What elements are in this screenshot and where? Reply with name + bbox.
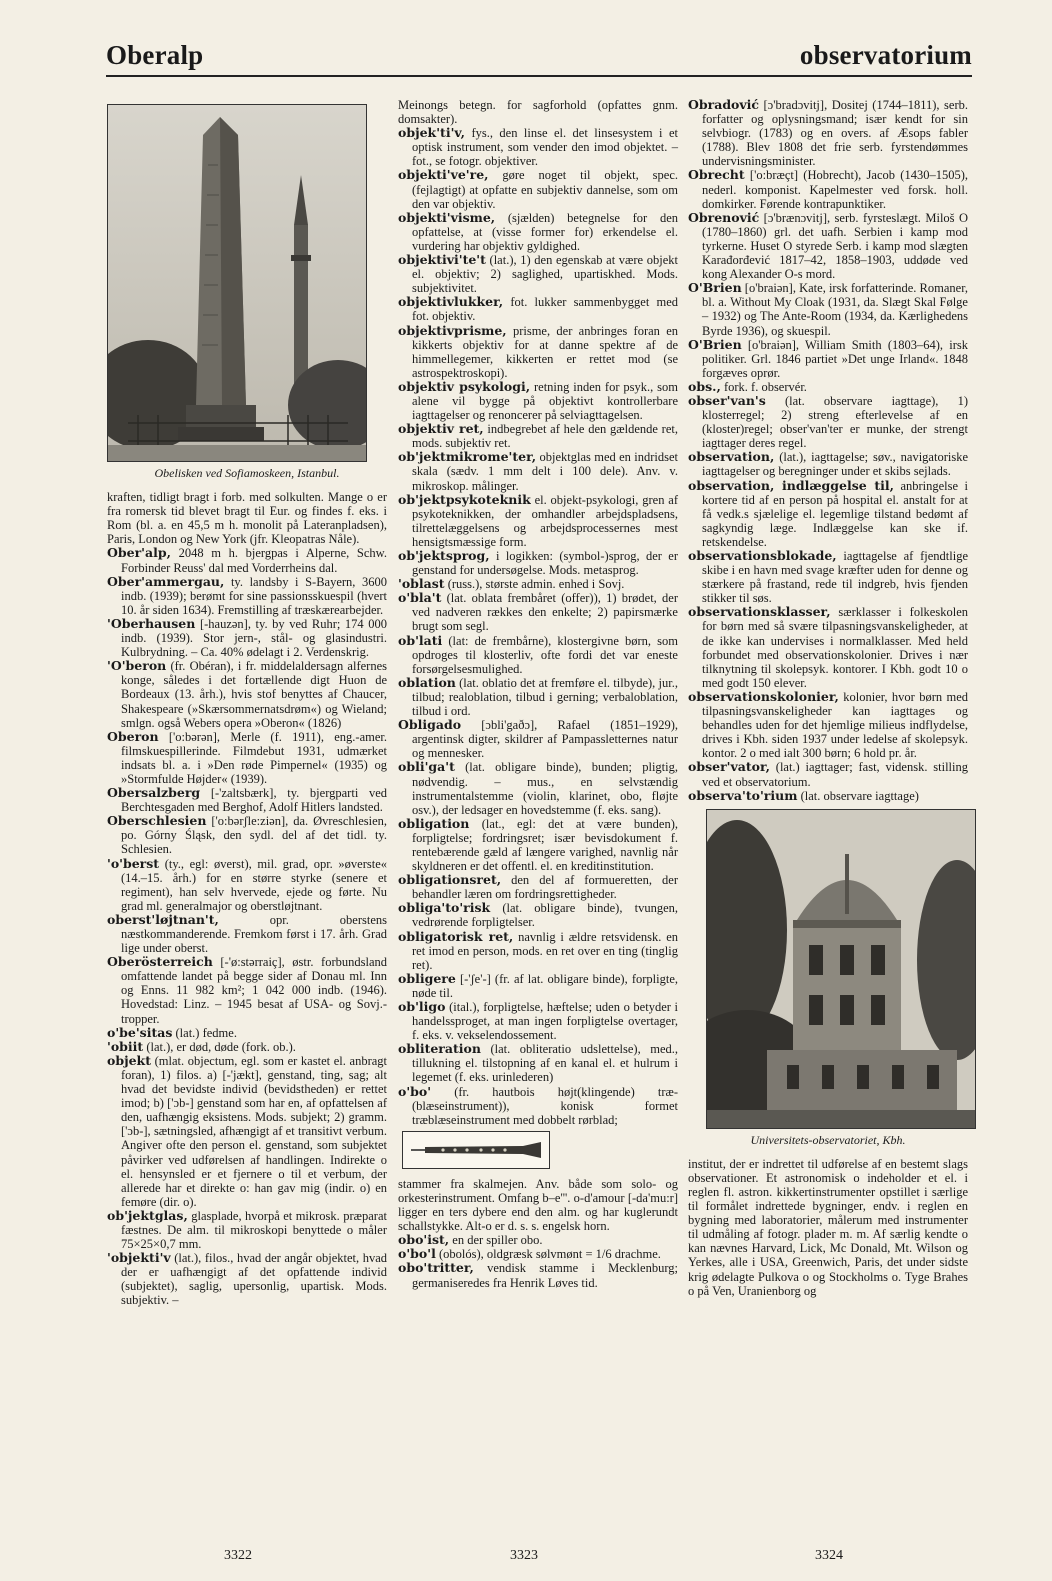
entry-definition: [ɔbli'gaðɔ], Rafael (1851–1929), argentinsk digter, skildrer af Pampassletternes natur og mennesker. — [412, 718, 678, 761]
entry-definition: [-'zaltsbærk], ty. bjergparti ved Berchtesgaden med Berghof, Adolf Hitlers landsted. — [121, 786, 387, 815]
entry-definition: (fr. Obéran), i fr. middelaldersagn alfernes konge, således i det fortællende digt Huon de Bordeaux (13. årh.), hvis stof benyttes af Chaucer, Shakespeare (»Skærsommernatsdrøm«) og Wieland; smlgn. også Webers opera »Oberon« (1826) — [121, 659, 387, 730]
dictionary-entry — [398, 295, 678, 323]
dictionary-entry — [688, 338, 968, 380]
dictionary-entry — [398, 380, 678, 422]
dictionary-entry — [107, 814, 387, 856]
obelisk-photo — [107, 104, 367, 462]
entry-headword: O'Brien — [688, 280, 742, 296]
entry-headword: 'o'berst — [107, 855, 160, 871]
entry-headword: obligation — [398, 815, 470, 831]
dictionary-entry — [398, 126, 678, 168]
entry-definition: ['o:bərən], Merle (f. 1911), eng.-amer. filmskuespillerinde. Filmdebut 1931, udmærket indsats bl. a. i »Den røde Pimpernel« (1935) og »Stormfulde Højder« (1939). — [121, 729, 387, 786]
dictionary-entry — [107, 955, 387, 1025]
dictionary-entry — [398, 98, 678, 126]
dictionary-entry — [398, 634, 678, 676]
obelisk-illustration — [108, 105, 366, 461]
entry-headword: objekt — [107, 1052, 151, 1068]
dictionary-entry — [688, 380, 968, 394]
dictionary-entry — [398, 1177, 678, 1233]
column-1-entries — [107, 490, 387, 1307]
dictionary-entry — [398, 1085, 678, 1127]
entry-definition: ty. landsby i S-Bayern, 3600 indb. (1939); berømt for sine passionsskuespil (hvert 10. år siden 1634). Fremstilling af træskærearbejder. — [121, 574, 387, 617]
entry-definition: (russ.), største admin. enhed i Sovj. — [444, 577, 625, 592]
entry-headword: obli'ga't — [398, 759, 455, 775]
running-header-left: Oberalp — [106, 40, 204, 70]
entry-definition: ['o:bərʃle:ziən], da. Øvreschlesien, po. Górny Śląsk, den sydl. del af det tidl. ty. Schlesien. — [121, 814, 387, 857]
dictionary-entry — [398, 760, 678, 816]
dictionary-entry — [688, 605, 968, 690]
entry-headword: obliga'to'risk — [398, 900, 491, 916]
entry-headword: objektivprisme, — [398, 322, 507, 338]
dictionary-entry — [398, 901, 678, 929]
entry-definition: retning inden for psyk., som alene vil bygge på objektivt kontrollerbare iagttagelser og renoncerer på selviagttagelsen. — [412, 379, 678, 423]
dictionary-entry — [398, 718, 678, 760]
entry-definition: 2048 m h. bjergpas i Alperne, Schw. Forbinder Reuss' dal med Vorderrheins dal. — [121, 546, 387, 575]
entry-headword: Obrenović — [688, 209, 760, 225]
entry-headword: 'obiit — [107, 1038, 144, 1054]
column-3 — [688, 98, 968, 1298]
entry-headword: objektivlukker, — [398, 294, 504, 310]
entry-headword: ob'jektglas, — [107, 1207, 188, 1223]
oboe-illustration — [402, 1131, 550, 1169]
dictionary-entry — [398, 817, 678, 873]
entry-definition: (lat. oblatio det at fremføre el. tilbyde), jur., tilbud; realoblation, tilbud i gerning; verbaloblation, tilbud i ord. — [412, 675, 678, 719]
dictionary-entry — [107, 659, 387, 729]
entry-headword: 'O'beron — [107, 658, 167, 674]
entry-definition: prisme, der anbringes foran en kikkerts objektiv for at danne spektre af de himmellegemer, kikkerten er rettet mod (se astrospektroskopi). — [412, 323, 678, 380]
dictionary-entry — [107, 1054, 387, 1209]
dictionary-entry — [107, 857, 387, 913]
entry-definition: ['o:bræçt] (Hobrecht), Jacob (1430–1505), nederl. komponist. Kapelmester ved forsk. holl. domkirker. Førende kontrapunktiker. — [702, 168, 968, 211]
entry-definition: (fr. hautbois højt(klingende) træ-(blæseinstrument)), konisk formet træblæseinstrument med dobbelt rørblad; — [412, 1084, 678, 1127]
entry-definition: kraften, tidligt bragt i forb. med solkulten. Mange o er fra romersk tid blevet bragt til Eur. og findes f. eks. i Rom (bl. a. en 45,5 m h. monolit på Lateranpladsen), Paris, London og New York (jfr. Kleopatras Nåle). — [107, 490, 387, 547]
dictionary-entry — [398, 324, 678, 380]
entry-definition: fot. lukker sammenbygget med fot. objektiv. — [412, 295, 678, 324]
entry-definition: [-hauzən], ty. by ved Ruhr; 174 000 indb. (1939). Stor jern-, stål- og glasindustri. Kulbrydning. – Ca. 40% ødelagt i 2. Verdenskrig. — [121, 616, 387, 660]
dictionary-entry — [688, 98, 968, 168]
column-2-entries-top — [398, 98, 678, 1127]
entry-headword: Obradović — [688, 97, 760, 112]
dictionary-entry — [398, 549, 678, 577]
entry-headword: obo'tritter, — [398, 1260, 474, 1276]
column-3-entries-top — [688, 98, 968, 803]
entry-definition: objektglas med en indridset skala (sædv. 1 mm delt i 100 dele). Anv. v. mikroskop. målinger. — [412, 450, 678, 493]
entry-headword: o'bo'l — [398, 1246, 436, 1262]
dictionary-entry — [398, 253, 678, 295]
dictionary-entry — [688, 479, 968, 549]
dictionary-entry — [398, 930, 678, 972]
entry-headword: 'Oberhausen — [107, 615, 196, 631]
entry-headword: observationskolonier, — [688, 688, 839, 704]
dictionary-entry — [398, 450, 678, 492]
entry-definition: (lat.) iagttager; fast, vidensk. stilling ved et observatorium. — [702, 760, 968, 789]
dictionary-entry — [107, 575, 387, 617]
entry-definition: i logikken: (symbol-)sprog, der er genstand for undersøgelse. Mods. metasprog. — [412, 549, 678, 578]
entry-definition: institut, der er indrettet til udførelse af en bestemt slags observationer. Et astronomisk o indeholder et el. i reglen fl. astron. kikkertinstrumenter opstillet i særlige til formålet indrettede bygninger, endv. i reglen en bygning med laboratorier, målerum med instrumenter til udmåling af fotogr. plader m. m. Af særlig kendte o kan nævnes Harvard, Lick, Mc Donald, Mt. Wilson og Yerkes, alle i USA, Greenwich, Paris, det under sidste krig ødelagte Pulkova o og Stockholms o. Tyge Brahes o på Ven, Uranienborg og — [688, 1156, 968, 1298]
entry-definition: (lat.), 1) den egenskab at være objekt el. objektiv; 2) saglighed, upartiskhed. Mods. subjektivitet. — [412, 253, 678, 296]
entry-headword: observationsklasser, — [688, 604, 831, 620]
entry-definition: anbringelse i kortere tid af en person på hospital el. anstalt for at få vedk.s sjælelige el. legemlige tilstand bedømt af sagkyndig læge. Indlæggelse kan ske if. retskendelse. — [702, 478, 968, 549]
column-1 — [107, 104, 387, 1308]
dictionary-entry — [107, 1209, 387, 1251]
entry-definition: [o'braiən], William Smith (1803–64), irsk politiker. Grl. 1846 partiet »Det unge Irland«. 1848 forgæves oprør. — [702, 337, 968, 380]
dictionary-entry — [107, 546, 387, 574]
entry-headword: ob'jektmikrome'ter, — [398, 449, 537, 465]
entry-definition: (ital.), forpligtelse, hæftelse; uden o betyder i handelssproget, at man ingen forpligtelse overtager, f. eks. v. vekselendossement. — [412, 1000, 678, 1043]
entry-headword: oberst'løjtnan't, — [107, 911, 219, 927]
entry-definition: (lat.), iagttagelse; søv., navigatoriske iagttagelser og beregninger under et skibs sejlads. — [702, 450, 968, 479]
observatory-photo — [706, 809, 976, 1129]
entry-definition: vendisk stamme i Mecklenburg; germaniseredes fra Henrik Løves tid. — [412, 1261, 678, 1290]
entry-headword: obser'van's — [688, 392, 766, 408]
dictionary-entry — [398, 422, 678, 450]
entry-definition: (lat.), er død, døde (fork. ob.). — [143, 1039, 296, 1054]
entry-definition: (lat: de frembårne), klostergivne børn, som opdroges til klosterliv, ofte fordi det var eneste forsørgelsesmulighed. — [412, 633, 678, 676]
entry-headword: ob'jektpsykoteknik — [398, 491, 531, 507]
entry-headword: Oberösterreich — [107, 954, 213, 970]
entry-definition: iagttagelse af fjendtlige skibe i en havn med svage kræfter uden for denne og stærkere på frastand, rede til indgreb, hvis fjenden stikker til søs. — [702, 549, 968, 606]
entry-headword: Oberon — [107, 728, 159, 744]
dictionary-entry — [688, 690, 968, 760]
entry-definition: opr. oberstens næstkommanderende. Fremkom først i 17. årh. Grad lige under oberst. — [121, 912, 387, 956]
entry-definition: (obolós), oldgræsk sølvmønt = 1/6 drachme. — [435, 1247, 661, 1262]
entry-headword: obser'vator, — [688, 759, 770, 775]
entry-headword: Obrecht — [688, 167, 745, 183]
dictionary-entry — [688, 394, 968, 450]
dictionary-entry — [107, 730, 387, 786]
entry-definition: (ty., egl: øverst), mil. grad, opr. »øverste« (14.–15. årh.) for en større styrke (senere et regiment), han selv hvervede, ejede og førte. Nu grad ml. generalmajor og oberstløjtnant. — [121, 856, 387, 913]
entry-definition: kolonier, hvor børn med tilpasningsvanskeligheder kan iagttages og behandles uden for det hjemlige milieus indflydelse, drives i Kbh. siden 1937 under ledelse af skolepsyk. kontor. 2 o med ialt 300 børn; 6 hold pr. år. — [702, 689, 968, 761]
observatory-caption: Universitets-observatoriet, Kbh. — [750, 1132, 906, 1147]
dictionary-entry — [688, 760, 968, 788]
dictionary-entry — [688, 450, 968, 478]
column-2-entries-bottom — [398, 1177, 678, 1290]
entry-headword: objektivi'te't — [398, 252, 486, 268]
entry-headword: o'bla't — [398, 590, 442, 606]
column-3-entries-bottom — [688, 1157, 968, 1298]
entry-headword: ob'lati — [398, 632, 443, 648]
entry-definition: el. objekt-psykologi, gren af psykoteknikken, der omhandler arbejdspladsens, tilrettelæggelsens og arbejdsprocessernes mest hensigtsmæssige form. — [412, 492, 678, 549]
dictionary-entry — [398, 676, 678, 718]
entry-definition: (sjælden) betegnelse for den opfattelse, at (visse former for) erkendelse el. vurdering har objektiv gyldighed. — [412, 210, 678, 253]
entry-headword: O'Brien — [688, 336, 742, 352]
entry-definition: (lat. obligare binde), tvungen, vedrørende forpligtelser. — [412, 901, 678, 930]
entry-headword: Obersalzberg — [107, 785, 201, 801]
entry-definition: (lat. observare iagttage) — [797, 788, 919, 803]
entry-definition: (lat. oblata frembåret (offer)), 1) brødet, der ved nadveren rækkes den enkelte; 2) papirsmærke brugt som segl. — [412, 591, 678, 634]
entry-headword: obligere — [398, 970, 456, 986]
entry-definition: navnlig i ældre retsvidensk. en ret imod en person, mods. en ret over en ting (tinglig ret). — [412, 929, 678, 972]
dictionary-entry — [688, 168, 968, 210]
entry-headword: objekti've're, — [398, 167, 489, 183]
dictionary-entry — [688, 211, 968, 281]
dictionary-entry — [398, 1261, 678, 1289]
dictionary-entry — [107, 1040, 387, 1054]
page-number-right: 3324 — [815, 1548, 843, 1563]
column-2 — [398, 98, 678, 1290]
header-rule — [106, 75, 972, 77]
dictionary-entry — [398, 591, 678, 633]
dictionary-entry — [107, 786, 387, 814]
dictionary-entry — [398, 493, 678, 549]
entry-definition: en der spiller obo. — [449, 1233, 543, 1248]
dictionary-entry — [398, 972, 678, 1000]
dictionary-entry — [398, 211, 678, 253]
entry-definition: (mlat. objectum, egl. som er kastet el. anbragt foran), 1) filos. a) [-'jækt], genstand, ting, sag; alt hvad det bevidste individ (bevidstheden) er rettet imod; b) ['ɔb-] genstand som har en, af opfattelsen af den, uafhængig eksistens. Mods. subjekt; 2) gramm. ['ɔb-], sætningsled, afhængigt af et transitivt verbum. Angiver ofte den person el. genstand, som subjektet påvirker ved udførelsen af handlingen. Indirekte o el. hensynsled er et fjernere o til et verbum, der allerede har et direkte o: han gav mig (indir. o) en femøre (dir. o). — [121, 1053, 387, 1209]
entry-definition: glasplade, hvorpå et mikrosk. præparat fæstnes. De alm. til mikroskopi benyttede o måler 75×25×0,7 mm. — [121, 1208, 387, 1252]
entry-headword: obo'ist, — [398, 1232, 450, 1248]
entry-definition: fys., den linse el. det linsesystem i et optisk instrument, som vender den imod objektet. – fot., se fotogr. objektiver. — [412, 126, 678, 169]
entry-headword: Oberschlesien — [107, 813, 207, 829]
entry-headword: obligatorisk ret, — [398, 928, 514, 944]
entry-definition: (lat. obligare binde), bunden; pligtig, nødvendig. – mus., en selvstændig instrumentalstemme (violin, klarinet, obo, fløjte osv.), der ledsager en hovedstemme (f. eks. sang). — [412, 760, 678, 817]
observatory-illustration — [707, 810, 975, 1128]
entry-definition: (lat. obliteratio udslettelse), med., tillukning el. tilstopning af en kanal el. et hulrum i legemet (f. eks. urinlederen) — [412, 1042, 678, 1085]
entry-headword: observationsblokade, — [688, 548, 837, 563]
entry-definition: Meinongs betegn. for sagforhold (opfattes gnm. domsakter). — [398, 98, 678, 127]
dictionary-entry — [398, 1042, 678, 1084]
entry-headword: observation, indlæggelse til, — [688, 477, 894, 493]
dictionary-entry — [398, 873, 678, 901]
oboe-drawing — [403, 1132, 549, 1168]
entry-definition: (lat., egl: det at være bunden), forpligtelse; fordringsret; især bevisdokument f. rentebærende gæld af længere varighed, navnlig når skyldneren er det offentl. el. en kreditinstitution. — [412, 816, 678, 874]
entry-definition: [-'ø:stərraiç], østr. forbundsland omfattende landet på begge sider af Donau ml. Inn og Enns. 11 982 km²; 1 042 000 indb. (1946). Hovedstad: Linz. – 1945 besat af USA- og Sovj.-tropper. — [121, 955, 387, 1026]
dictionary-entry — [398, 1247, 678, 1261]
entry-definition: [o'braiən], Kate, irsk forfatterinde. Romaner, bl. a. Without My Cloak (1931, da. Slægt Skal Følge – 1932) og The Ante-Room (1934, da. Kærlighedens Byrde 1936), og skuespil. — [702, 281, 968, 338]
entry-definition: den del af formueretten, der behandler læren om fordringsrettigheder. — [412, 873, 678, 902]
dictionary-entry — [107, 1251, 387, 1307]
dictionary-entry — [107, 1026, 387, 1040]
entry-definition: (lat.) fedme. — [172, 1025, 237, 1040]
dictionary-entry — [398, 1233, 678, 1247]
dictionary-entry — [398, 1000, 678, 1042]
dictionary-entry — [688, 281, 968, 337]
entry-headword: o'be'sitas — [107, 1024, 173, 1040]
dictionary-entry — [688, 549, 968, 605]
dictionary-entry — [398, 577, 678, 591]
entry-headword: observa'to'rium — [688, 787, 798, 803]
entry-headword: obs., — [688, 378, 721, 394]
entry-headword: obliteration — [398, 1041, 481, 1057]
entry-headword: 'objekti'v — [107, 1250, 171, 1266]
entry-definition: stammer fra skalmejen. Anv. både som solo- og orkesterinstrument. Omfang b–e'''. o-d'amour [-da'mu:r] ligger en ters dybere end den alm. og har kuglerundt schallstykke. Alt-o er d. s. s. engelsk horn. — [398, 1176, 678, 1234]
dictionary-entry — [398, 168, 678, 210]
dictionary-entry — [107, 490, 387, 546]
entry-definition: indbegrebet af hele den gældende ret, mods. subjektiv ret. — [412, 422, 678, 451]
entry-definition: (lat.), filos., hvad der angår objektet, hvad der er uafhængigt af det opfattende individ (subjektet), saglig, upersonlig, upartisk. Mods. subjektiv. – — [121, 1251, 387, 1308]
entry-definition: [ɔ'bradɔvitj], Dositej (1744–1811), serb. forfatter og oplysningsmand; især kendt for sin selvbiogr. (1783) og en overs. af Æsops fabler (1788). Blev 1808 det frie serb. fyrstendømmes undervisningsminister. — [702, 98, 968, 169]
entry-headword: Ober'alp, — [107, 545, 171, 561]
entry-headword: Obligado — [398, 717, 462, 733]
entry-headword: 'oblast — [398, 576, 445, 592]
entry-definition: [ɔ'brænɔvitj], serb. fyrsteslægt. Miloš O (1780–1860) grl. det uafh. Serbien i kamp mod tyrkerne. Huset O styrede Serb. i kamp mod slægten Karađorđević 1817–42, 1858–1903, uddøde ved kong Alexander O-s mord. — [702, 210, 968, 282]
entry-headword: objekti'visme, — [398, 209, 496, 225]
running-header-right: observatorium — [799, 40, 972, 70]
entry-definition: fork. f. observér. — [720, 379, 807, 394]
entry-headword: objektiv ret, — [398, 421, 484, 437]
entry-headword: obligationsret, — [398, 872, 502, 888]
dictionary-entry — [688, 789, 968, 803]
entry-headword: oblation — [398, 674, 456, 690]
dictionary-entry — [107, 913, 387, 955]
page-number-left: 3322 — [224, 1548, 252, 1563]
dictionary-entry — [107, 617, 387, 659]
entry-definition: [-'ʃe'-] (fr. af lat. obligare binde), forpligte, nøde til. — [412, 971, 678, 1000]
entry-headword: ob'jektsprog, — [398, 548, 490, 563]
obelisk-caption: Obelisken ved Sofiamoskeen, Istanbul. — [154, 466, 340, 480]
entry-headword: ob'ligo — [398, 999, 446, 1014]
entry-definition: særklasser i folkeskolen for børn med så svære tilpasningsvanskeligheder, at de ikke kan undervises i normalklasser. Med held forbundet med observationskolonier. Drives i nær tilknytning til skolepsyk. kontorer. I Kbh. godt 10 o med godt 150 elever. — [702, 605, 968, 690]
entry-definition: gøre noget til objekt, spec. (fejlagtigt) at opfatte en subjektiv dannelse, som om den var objektiv. — [412, 168, 678, 211]
entry-headword: Ober'ammergau, — [107, 573, 225, 589]
dictionary-entry — [688, 1157, 968, 1298]
entry-headword: o'bo' — [398, 1083, 432, 1099]
entry-headword: observation, — [688, 449, 775, 465]
page-number-middle: 3323 — [510, 1548, 538, 1563]
entry-definition: (lat. observare iagttage), 1) klosterregel; 2) streng efterlevelse af en (kloster)regel; obser'van'ter er munke, der strengt iagttager deres regel. — [702, 393, 968, 451]
entry-headword: objek'ti'v, — [398, 125, 465, 141]
entry-headword: objektiv psykologi, — [398, 378, 531, 394]
